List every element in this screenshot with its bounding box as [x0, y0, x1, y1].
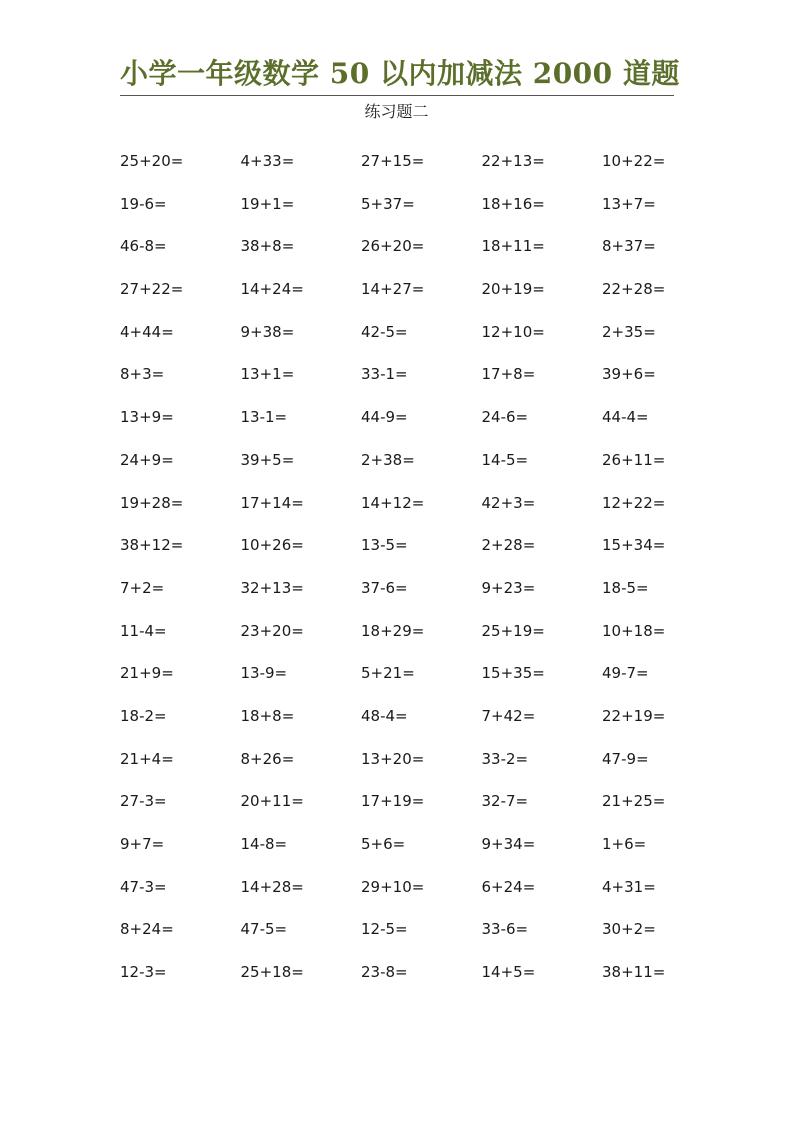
problem-cell: 26+11= — [602, 450, 666, 469]
problem-cell: 22+13= — [481, 152, 545, 170]
problem-cell: 13+9= — [120, 408, 174, 427]
problem-cell: 8+26= — [240, 749, 295, 768]
problem-grid — [120, 150, 723, 1004]
problem-cell: 18+11= — [481, 237, 545, 256]
problem-cell: 1+6= — [602, 835, 647, 853]
problem-cell: 2+28= — [481, 536, 536, 555]
page-subtitle: 练习题二 — [364, 102, 429, 121]
problem-cell: 18-5= — [602, 578, 649, 597]
problem-cell: 20+11= — [240, 792, 304, 811]
page-title: 小学一年级数学 50 以内加减法 2000 道题 — [120, 57, 680, 90]
problem-cell: 5+6= — [361, 835, 406, 853]
problem-cell: 14-8= — [240, 835, 288, 853]
problem-cell: 13+7= — [602, 194, 656, 213]
problem-cell: 27+15= — [361, 152, 425, 170]
problem-cell: 17+14= — [240, 493, 304, 512]
problem-cell: 7+42= — [481, 706, 536, 725]
problem-cell: 2+38= — [361, 450, 415, 469]
problem-cell: 30+2= — [602, 920, 656, 939]
problem-cell: 11-4= — [120, 621, 167, 640]
problem-cell: 12+22= — [602, 493, 666, 512]
problem-cell: 47-9= — [602, 749, 649, 768]
problem-cell: 9+23= — [481, 578, 536, 597]
problem-cell: 14+28= — [240, 877, 304, 896]
problem-cell: 32+13= — [240, 578, 304, 597]
problem-cell: 47-3= — [120, 877, 167, 896]
problem-cell: 13+20= — [361, 749, 425, 768]
problem-cell: 47-5= — [240, 920, 288, 939]
problem-cell: 25+20= — [120, 152, 184, 170]
problem-cell: 22+19= — [602, 706, 666, 725]
problem-cell: 21+25= — [602, 792, 666, 811]
problem-cell: 2+35= — [602, 322, 656, 341]
problem-cell: 6+24= — [481, 877, 536, 896]
problem-cell: 14+24= — [240, 280, 304, 299]
problem-cell: 8+24= — [120, 920, 174, 939]
problem-cell: 9+7= — [120, 835, 165, 853]
problem-cell: 4+31= — [602, 877, 656, 896]
problem-cell: 23+20= — [240, 621, 304, 640]
problem-cell: 19+1= — [240, 194, 295, 213]
problem-cell: 18+29= — [361, 621, 425, 640]
problem-cell: 19+28= — [120, 493, 184, 512]
title-underline — [120, 95, 674, 96]
problem-cell: 21+4= — [120, 749, 174, 768]
problem-cell: 27-3= — [120, 792, 167, 811]
problem-cell: 15+35= — [481, 664, 545, 683]
problem-cell: 13-9= — [240, 664, 288, 683]
problem-cell: 5+37= — [361, 194, 415, 213]
problem-cell: 18-2= — [120, 706, 167, 725]
problem-cell: 17+8= — [481, 365, 536, 384]
problem-cell: 33-2= — [481, 749, 529, 768]
problem-cell: 14+12= — [361, 493, 425, 512]
problem-cell: 32-7= — [481, 792, 529, 811]
problem-cell: 10+26= — [240, 536, 304, 555]
problem-cell: 23-8= — [361, 963, 408, 982]
problem-cell: 33-1= — [361, 365, 408, 384]
problem-cell: 49-7= — [602, 664, 649, 683]
problem-cell: 21+9= — [120, 664, 174, 683]
problem-cell: 4+44= — [120, 322, 174, 341]
problem-cell: 7+2= — [120, 578, 165, 597]
problem-cell: 26+20= — [361, 237, 425, 256]
problem-cell: 38+11= — [602, 963, 666, 982]
problem-cell: 12+10= — [481, 322, 545, 341]
problem-cell: 14-5= — [481, 450, 529, 469]
problem-cell: 25+19= — [481, 621, 545, 640]
problem-cell: 38+12= — [120, 536, 184, 555]
problem-cell: 14+5= — [481, 963, 536, 982]
problem-cell: 13+1= — [240, 365, 295, 384]
problem-cell: 37-6= — [361, 578, 408, 597]
problem-cell: 44-4= — [602, 408, 649, 427]
problem-cell: 18+8= — [240, 706, 295, 725]
problem-cell: 27+22= — [120, 280, 184, 299]
problem-cell: 4+33= — [240, 152, 295, 170]
problem-cell: 18+16= — [481, 194, 545, 213]
problem-cell: 19-6= — [120, 194, 167, 213]
problem-cell: 20+19= — [481, 280, 545, 299]
problem-cell: 9+34= — [481, 835, 536, 853]
problem-cell: 13-5= — [361, 536, 408, 555]
problem-cell: 14+27= — [361, 280, 425, 299]
problem-cell: 39+5= — [240, 450, 295, 469]
problem-cell: 12-3= — [120, 963, 167, 982]
problem-cell: 8+37= — [602, 237, 656, 256]
problem-cell: 10+22= — [602, 152, 666, 170]
problem-cell: 12-5= — [361, 920, 408, 939]
problem-cell: 42+3= — [481, 493, 536, 512]
problem-cell: 48-4= — [361, 706, 408, 725]
problem-cell: 22+28= — [602, 280, 666, 299]
problem-cell: 38+8= — [240, 237, 295, 256]
problem-cell: 24-6= — [481, 408, 529, 427]
problem-cell: 8+3= — [120, 365, 165, 384]
problem-cell: 10+18= — [602, 621, 666, 640]
problem-cell: 33-6= — [481, 920, 529, 939]
problem-cell: 42-5= — [361, 322, 408, 341]
problem-cell: 15+34= — [602, 536, 666, 555]
problem-cell: 5+21= — [361, 664, 415, 683]
problem-cell: 17+19= — [361, 792, 425, 811]
problem-cell: 44-9= — [361, 408, 408, 427]
problem-cell: 46-8= — [120, 237, 167, 256]
problem-cell: 25+18= — [240, 963, 304, 982]
problem-cell: 13-1= — [240, 408, 288, 427]
problem-cell: 24+9= — [120, 450, 174, 469]
problem-cell: 9+38= — [240, 322, 295, 341]
problem-cell: 29+10= — [361, 877, 425, 896]
problem-cell: 39+6= — [602, 365, 656, 384]
